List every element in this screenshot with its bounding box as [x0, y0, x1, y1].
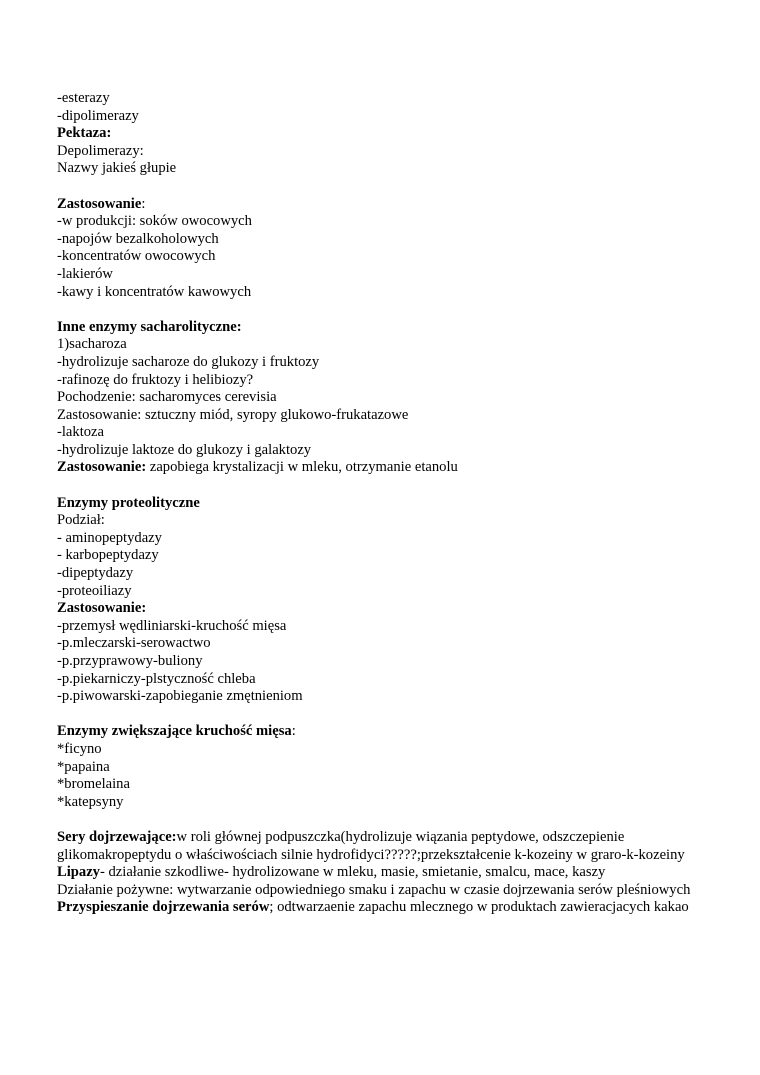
- text-line: -esterazy: [57, 90, 110, 106]
- spacer: [57, 811, 697, 829]
- spacer: [57, 301, 697, 319]
- text-line: -koncentratów owocowych: [57, 248, 216, 265]
- text-line: - aminopeptydazy: [57, 529, 162, 546]
- spacer: [57, 477, 697, 495]
- heading-zastosowanie-2: Zastosowanie:: [57, 600, 147, 617]
- text-line: -hydrolizuje sacharoze do glukozy i fruktozy: [57, 353, 320, 370]
- heading-pektaza: Pektaza:: [57, 125, 112, 142]
- heading-kruchosc: Enzymy zwiększające kruchość mięsa:: [57, 723, 296, 740]
- paragraph-sery: Sery dojrzewające:w roli głównej podpuszczka(hydrolizuje wiązania peptydowe, odszczepienie glikomakropeptydu o właściwościach silnie hydrofidyci?????;przekształcenie k-kozeiny w graro-k-kozeiny: [57, 828, 685, 863]
- text-line: -dipeptydazy: [57, 565, 134, 582]
- text-line: *bromelaina: [57, 776, 130, 793]
- text-line: -dipolimerazy: [57, 107, 139, 124]
- text-line: - karbopeptydazy: [57, 547, 159, 564]
- heading-proteolityczne: Enzymy proteolityczne: [57, 494, 200, 511]
- paragraph-dzialanie: Działanie pożywne: wytwarzanie odpowiedniego smaku i zapachu w czasie dojrzewania serów pleśniowych: [57, 881, 691, 898]
- text-line: -lakierów: [57, 265, 113, 282]
- text-line: -w produkcji: soków owocowych: [57, 213, 252, 230]
- text-line: Zastosowanie: sztuczny miód, syropy glukowo-frukatazowe: [57, 406, 409, 423]
- text-line: 1)sacharoza: [57, 336, 127, 353]
- paragraph-lipazy: Lipazy- działanie szkodliwe- hydrolizowane w mleku, masie, smietanie, smalcu, mace, kaszy: [57, 864, 606, 881]
- heading-zastosowanie: Zastosowanie:: [57, 195, 146, 212]
- text-line: -proteoiliazy: [57, 582, 132, 599]
- text-line: *papaina: [57, 758, 110, 775]
- paragraph-przyspieszanie: Przyspieszanie dojrzewania serów; odtwarzaenie zapachu mlecznego w produktach zawieracjacych kakao: [57, 899, 689, 916]
- text-line: -przemysł wędliniarski-kruchość mięsa: [57, 617, 287, 634]
- text-line: *ficyno: [57, 740, 102, 757]
- text-line: -p.przyprawowy-buliony: [57, 653, 203, 669]
- text-line: Nazwy jakieś głupie: [57, 160, 177, 177]
- text-line: -laktoza: [57, 424, 104, 441]
- spacer: [57, 706, 697, 724]
- heading-inne-enzymy: Inne enzymy sacharolityczne:: [57, 318, 242, 335]
- zastosowanie-line: Zastosowanie: zapobiega krystalizacji w mleku, otrzymanie etanolu: [57, 459, 458, 476]
- text-line: -napojów bezalkoholowych: [57, 230, 219, 247]
- text-line: Depolimerazy:: [57, 142, 144, 159]
- spacer: [57, 178, 697, 196]
- text-line: *katepsyny: [57, 793, 124, 810]
- text-line: -kawy i koncentratów kawowych: [57, 283, 252, 300]
- text-line: -rafinozę do fruktozy i helibiozy?: [57, 371, 254, 388]
- text-line: -p.piekarniczy-plstyczność chleba: [57, 670, 256, 687]
- text-line: -p.piwowarski-zapobieganie zmętnieniom: [57, 688, 303, 705]
- text-line: Pochodzenie: sacharomyces cerevisia: [57, 389, 277, 406]
- text-line: -hydrolizuje laktoze do glukozy i galaktozy: [57, 441, 312, 458]
- text-line: -p.mleczarski-serowactwo: [57, 635, 211, 652]
- text-line: Podział:: [57, 512, 105, 529]
- document-page: [57, 90, 697, 917]
